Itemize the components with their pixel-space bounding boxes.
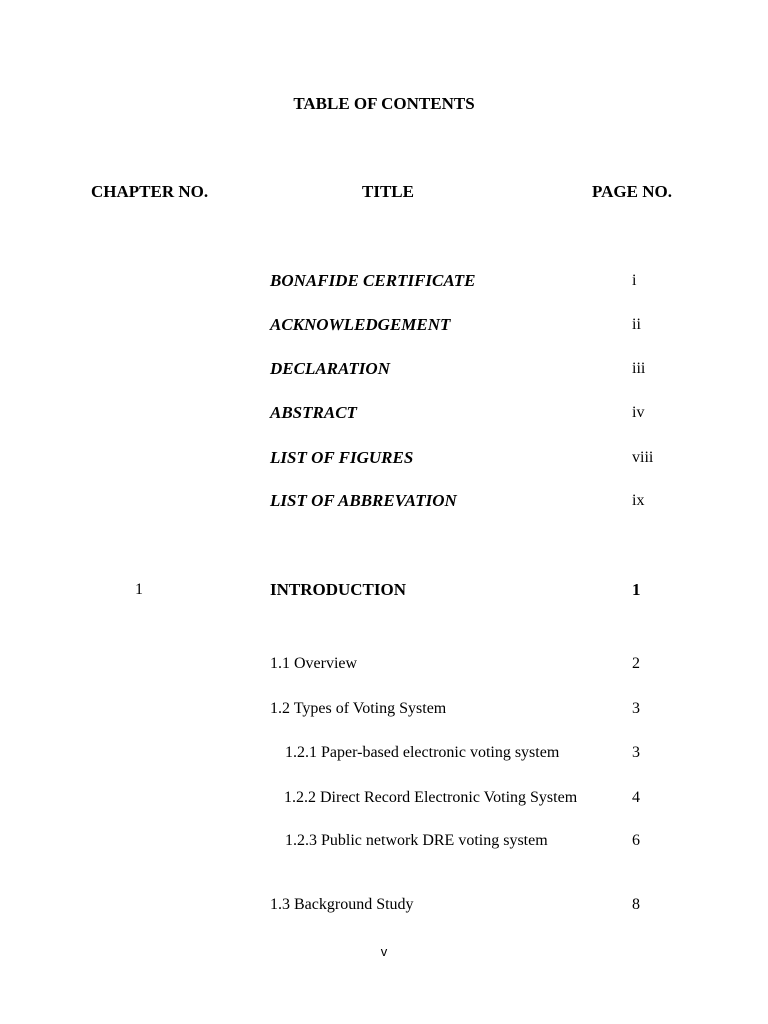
front-matter-title: ABSTRACT xyxy=(270,403,357,422)
header-page-no: PAGE NO. xyxy=(592,182,672,201)
front-matter-page: i xyxy=(632,272,637,289)
subsection-title: 1.2.2 Direct Record Electronic Voting System xyxy=(284,789,578,806)
section-page: 3 xyxy=(632,700,640,717)
section-page: 6 xyxy=(632,832,640,849)
front-matter-title: BONAFIDE CERTIFICATE xyxy=(270,271,476,290)
front-matter-title: LIST OF FIGURES xyxy=(270,448,414,467)
header-title: TITLE xyxy=(362,182,414,201)
page-number-footer: v xyxy=(380,944,388,959)
section-page: 8 xyxy=(632,896,640,913)
section-page: 3 xyxy=(632,744,640,761)
front-matter-page: viii xyxy=(632,449,654,466)
section-page: 2 xyxy=(632,655,640,672)
front-matter-page: iii xyxy=(632,360,646,377)
front-matter-title: LIST OF ABBREVATION xyxy=(270,491,457,510)
front-matter-page: iv xyxy=(632,404,645,421)
header-chapter-no: CHAPTER NO. xyxy=(91,182,209,201)
front-matter-title: ACKNOWLEDGEMENT xyxy=(270,315,451,334)
section-title: 1.2 Types of Voting System xyxy=(270,700,447,717)
front-matter-page: ii xyxy=(632,316,641,333)
page-title: TABLE OF CONTENTS xyxy=(293,94,475,113)
chapter-title: INTRODUCTION xyxy=(270,580,407,599)
subsection-title: 1.2.3 Public network DRE voting system xyxy=(285,832,548,849)
chapter-number: 1 xyxy=(135,581,143,598)
section-title: 1.3 Background Study xyxy=(270,896,414,913)
section-page: 4 xyxy=(632,789,640,806)
subsection-title: 1.2.1 Paper-based electronic voting system xyxy=(285,744,560,761)
front-matter-page: ix xyxy=(632,492,645,509)
section-title: 1.1 Overview xyxy=(270,655,358,672)
chapter-page: 1 xyxy=(632,580,641,599)
front-matter-title: DECLARATION xyxy=(270,359,390,378)
